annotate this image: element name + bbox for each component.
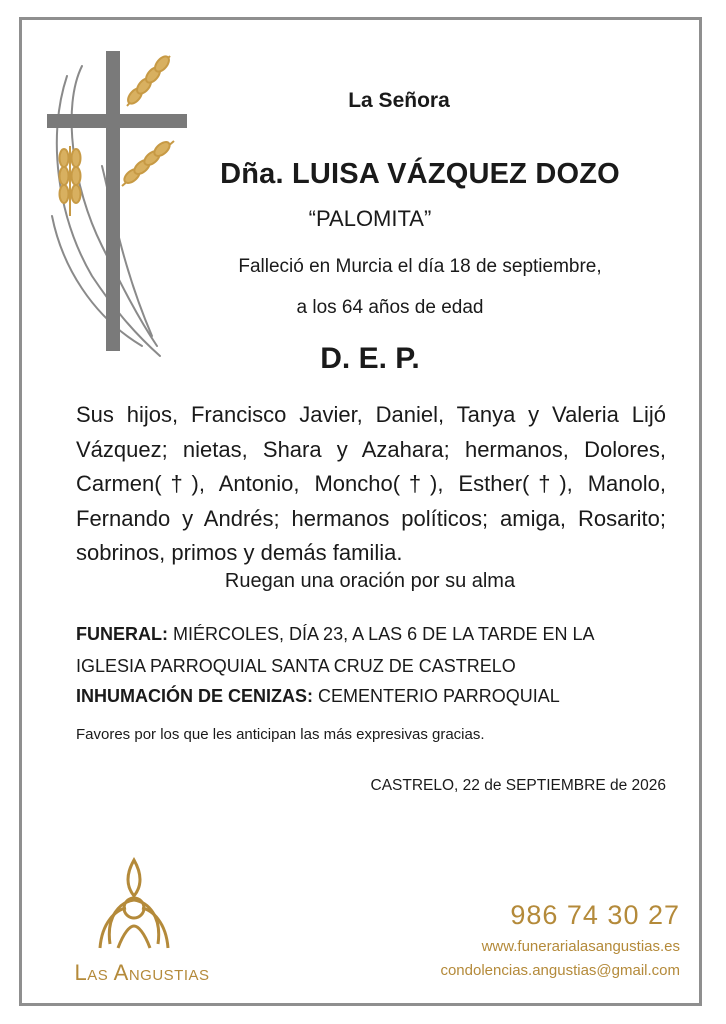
rip-text: D. E. P. — [320, 342, 420, 375]
funeral-label: FUNERAL: — [76, 624, 168, 644]
death-age: a los 64 años de edad — [296, 297, 484, 318]
place-and-date: CASTRELO, 22 de SEPTIEMBRE de 2026 — [370, 777, 666, 794]
funeral-info — [76, 618, 666, 682]
deceased-nickname: “PALOMITA” — [308, 206, 432, 231]
family-list: Sus hijos, Francisco Javier, Daniel, Tanya y Valeria Lijó Vázquez; nietas, Shara y Azahara; hermanos, Dolores, Carmen(†), Antonio, Moncho(†), Esther(†), Manolo, Fernando y Andrés; hermanos políticos; amiga, Rosarito; sobrinos, primos y demás familia. — [76, 402, 666, 565]
brand-name: Las Angustias — [74, 960, 210, 985]
inhumation-label: INHUMACIÓN DE CENIZAS: — [76, 686, 313, 706]
deceased-name: Dña. LUISA VÁZQUEZ DOZO — [220, 158, 620, 190]
phone-number[interactable]: 986 74 30 27 — [510, 900, 680, 930]
funeral-details: MIÉRCOLES, DÍA 23, A LAS 6 DE LA TARDE EN LA IGLESIA PARROQUIAL SANTA CRUZ DE CASTRELO — [76, 624, 594, 676]
thanks-note: Favores por los que les anticipan las más expresivas gracias. — [76, 726, 485, 743]
inhumation-details: CEMENTERIO PARROQUIAL — [318, 686, 560, 706]
email-link[interactable]: condolencias.angustias@gmail.com — [440, 962, 680, 979]
prayer-request: Ruegan una oración por su alma — [224, 570, 516, 592]
las-angustias-logo-icon — [96, 856, 172, 954]
death-place-date: Falleció en Murcia el día 18 de septiembre, — [238, 256, 602, 277]
website-link[interactable]: www.funerarialasangustias.es — [481, 938, 680, 955]
inhumation-info — [76, 686, 666, 707]
intro-title: La Señora — [348, 89, 450, 112]
